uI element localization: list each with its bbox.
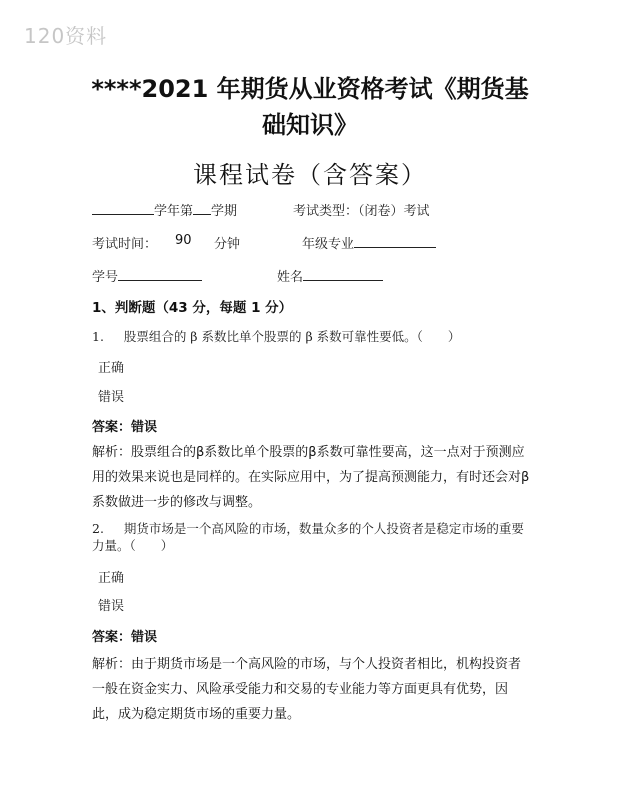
question-1-text: 股票组合的 β 系数比单个股票的 β 系数可靠性要低。（ ） xyxy=(123,329,461,344)
question-1-explanation: 解析：股票组合的β系数比单个股票的β系数可靠性要高，这一点对于预测应用的效果来说也是同样的。在实际应用中，为了提高预测能力，有时还会对β系数做进一步的修改与调整。 xyxy=(92,445,530,510)
question-1 xyxy=(92,328,527,345)
grade-major-blank xyxy=(354,233,436,248)
exam-time-unit: 分钟 xyxy=(214,237,241,252)
page-title-line-1: ****2021 年期货从业资格考试《期货基 xyxy=(91,75,529,103)
name-blank xyxy=(303,266,383,281)
grade-major-label: 年级专业 xyxy=(302,237,355,252)
semester-blank xyxy=(193,200,211,215)
name-field xyxy=(277,266,383,285)
question-2-text: 期货市场是一个高风险的市场，数量众多的个人投资者是稳定市场的重要力量。（ ） xyxy=(92,521,524,553)
grade-major-field xyxy=(302,233,436,252)
question-2-number: 2. xyxy=(92,521,104,536)
section-heading: 1、判断题（43 分，每题 1 分） xyxy=(92,300,293,316)
student-id-field xyxy=(92,266,202,285)
question-1-number: 1. xyxy=(92,329,104,344)
school-year-field xyxy=(92,200,237,219)
exam-time-label: 考试时间： xyxy=(92,237,158,252)
question-1-option-correct[interactable]: 正确 xyxy=(98,361,125,376)
question-2-option-correct[interactable]: 正确 xyxy=(98,571,125,586)
page-title-line-2: 础知识》 xyxy=(262,111,358,139)
watermark: 120资料 xyxy=(24,24,108,48)
student-id-label: 学号 xyxy=(92,270,119,285)
name-label: 姓名 xyxy=(277,270,304,285)
question-1-answer: 答案：错误 xyxy=(92,420,158,435)
semester-label: 学期 xyxy=(211,204,238,219)
student-id-blank xyxy=(118,266,202,281)
question-1-option-wrong[interactable]: 错误 xyxy=(98,390,125,405)
question-2-explanation: 解析：由于期货市场是一个高风险的市场，与个人投资者相比，机构投资者一般在资金实力、风险承受能力和交易的专业能力等方面更具有优势，因此，成为稳定期货市场的重要力量。 xyxy=(92,657,522,722)
question-2 xyxy=(92,520,527,554)
question-2-answer: 答案：错误 xyxy=(92,630,158,645)
question-2-option-wrong[interactable]: 错误 xyxy=(98,599,125,614)
exam-type: 考试类型：（闭卷）考试 xyxy=(293,204,430,219)
exam-time-value: 90 xyxy=(175,233,192,248)
school-year-label: 学年第 xyxy=(154,204,194,219)
page-subtitle: 课程试卷（含答案） xyxy=(193,161,427,189)
school-year-blank xyxy=(92,200,154,215)
